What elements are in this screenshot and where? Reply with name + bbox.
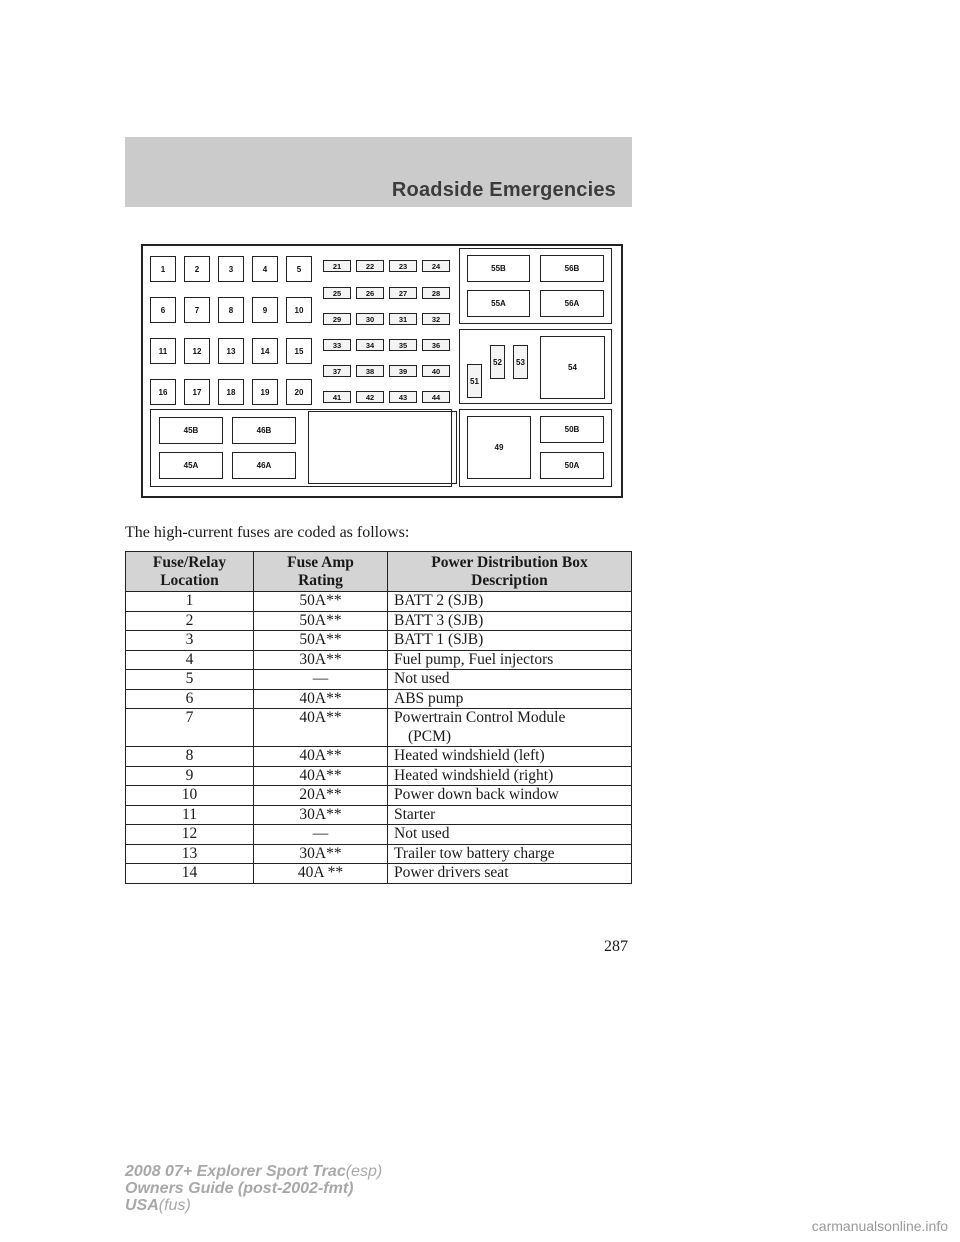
mini-fuse-27: 27 [389, 287, 417, 299]
relay-45B: 45B [159, 417, 223, 444]
cell-location: 14 [126, 864, 254, 884]
table-row [126, 864, 632, 884]
table-row [126, 844, 632, 864]
fuse-18: 18 [218, 379, 244, 405]
mini-fuse-44: 44 [422, 391, 450, 403]
intro-text: The high-current fuses are coded as follows: [125, 524, 410, 541]
cell-description: BATT 3 (SJB) [388, 611, 632, 631]
mini-fuse-42: 42 [356, 391, 384, 403]
mini-fuse-21: 21 [323, 260, 351, 272]
cell-rating: 30A** [254, 844, 388, 864]
header-description: Power Distribution Box Description [388, 552, 632, 592]
header-location: Fuse/Relay Location [126, 552, 254, 592]
cell-description: Not used [388, 825, 632, 845]
header-rating: Fuse Amp Rating [254, 552, 388, 592]
cell-location: 4 [126, 650, 254, 670]
mini-fuse-23: 23 [389, 260, 417, 272]
fuse-5: 5 [286, 256, 312, 282]
fuse-3: 3 [218, 256, 244, 282]
cell-description: Starter [388, 805, 632, 825]
mini-fuse-41: 41 [323, 391, 351, 403]
mini-fuse-22: 22 [356, 260, 384, 272]
cell-description: Heated windshield (left) [388, 747, 632, 767]
fuse-6: 6 [150, 297, 176, 323]
cell-description: BATT 1 (SJB) [388, 631, 632, 651]
cell-description: Powertrain Control Module (PCM) [388, 709, 632, 747]
cell-rating: 40A** [254, 766, 388, 786]
fuse-4: 4 [252, 256, 278, 282]
relay-50A: 50A [540, 452, 604, 479]
mini-fuse-36: 36 [422, 339, 450, 351]
footer-info: 2008 07+ Explorer Sport Trac(esp) Owners Guide (post-2002-fmt) USA(fus) [125, 1163, 383, 1214]
cell-rating: 20A** [254, 786, 388, 806]
relay-51: 51 [467, 364, 482, 398]
table-row [126, 825, 632, 845]
cell-description: Heated windshield (right) [388, 766, 632, 786]
blank-area [308, 411, 457, 484]
table-row [126, 689, 632, 709]
relay-45A: 45A [159, 452, 223, 479]
cell-description: Not used [388, 670, 632, 690]
mini-fuse-25: 25 [323, 287, 351, 299]
cell-description: Power drivers seat [388, 864, 632, 884]
cell-rating: 50A** [254, 592, 388, 612]
fuse-13: 13 [218, 338, 244, 364]
relay-56B: 56B [540, 255, 604, 282]
mini-fuse-34: 34 [356, 339, 384, 351]
table-row [126, 766, 632, 786]
cell-rating: 50A** [254, 611, 388, 631]
cell-location: 8 [126, 747, 254, 767]
relay-50B: 50B [540, 416, 604, 443]
mini-fuse-39: 39 [389, 365, 417, 377]
cell-rating: — [254, 670, 388, 690]
table-row [126, 631, 632, 651]
table-row [126, 650, 632, 670]
relay-46A: 46A [232, 452, 296, 479]
cell-rating: 40A ** [254, 864, 388, 884]
mini-fuse-31: 31 [389, 313, 417, 325]
mini-fuse-30: 30 [356, 313, 384, 325]
table-header-row [126, 552, 632, 592]
fuse-17: 17 [184, 379, 210, 405]
mini-fuse-29: 29 [323, 313, 351, 325]
table-row [126, 670, 632, 690]
cell-rating: 30A** [254, 805, 388, 825]
fuse-12: 12 [184, 338, 210, 364]
cell-description: Power down back window [388, 786, 632, 806]
cell-rating: 40A** [254, 689, 388, 709]
table-row [126, 709, 632, 747]
cell-description: BATT 2 (SJB) [388, 592, 632, 612]
mini-fuse-35: 35 [389, 339, 417, 351]
fuse-2: 2 [184, 256, 210, 282]
mini-fuse-33: 33 [323, 339, 351, 351]
header-band [125, 137, 632, 207]
table-row [126, 805, 632, 825]
relay-53: 53 [513, 345, 528, 379]
fuse-table [125, 551, 632, 884]
fuse-7: 7 [184, 297, 210, 323]
fuse-11: 11 [150, 338, 176, 364]
fuse-8: 8 [218, 297, 244, 323]
cell-location: 6 [126, 689, 254, 709]
table-row [126, 592, 632, 612]
mini-fuse-40: 40 [422, 365, 450, 377]
mini-fuse-28: 28 [422, 287, 450, 299]
fuse-16: 16 [150, 379, 176, 405]
relay-55A: 55A [467, 290, 530, 317]
mini-fuse-38: 38 [356, 365, 384, 377]
section-title: Roadside Emergencies [391, 179, 616, 201]
mini-fuse-37: 37 [323, 365, 351, 377]
cell-location: 7 [126, 709, 254, 747]
mini-fuse-43: 43 [389, 391, 417, 403]
mini-fuse-26: 26 [356, 287, 384, 299]
table-row [126, 786, 632, 806]
fuse-15: 15 [286, 338, 312, 364]
cell-location: 9 [126, 766, 254, 786]
mini-fuse-24: 24 [422, 260, 450, 272]
cell-location: 12 [126, 825, 254, 845]
relay-56A: 56A [540, 290, 604, 317]
cell-location: 1 [126, 592, 254, 612]
fuse-20: 20 [286, 379, 312, 405]
cell-location: 11 [126, 805, 254, 825]
cell-rating: — [254, 825, 388, 845]
mini-fuse-32: 32 [422, 313, 450, 325]
relay-55B: 55B [467, 255, 530, 282]
fuse-14: 14 [252, 338, 278, 364]
fuse-19: 19 [252, 379, 278, 405]
cell-rating: 40A** [254, 709, 388, 747]
fuse-box-diagram [141, 244, 623, 498]
cell-location: 13 [126, 844, 254, 864]
cell-location: 10 [126, 786, 254, 806]
relay-49: 49 [467, 416, 531, 479]
cell-rating: 50A** [254, 631, 388, 651]
fuse-9: 9 [252, 297, 278, 323]
watermark: carmanualsonline.info [811, 1218, 948, 1234]
relay-54: 54 [540, 336, 605, 399]
fuse-1: 1 [150, 256, 176, 282]
cell-description: Trailer tow battery charge [388, 844, 632, 864]
cell-description: Fuel pump, Fuel injectors [388, 650, 632, 670]
cell-location: 5 [126, 670, 254, 690]
cell-rating: 40A** [254, 747, 388, 767]
cell-rating: 30A** [254, 650, 388, 670]
cell-location: 3 [126, 631, 254, 651]
table-row [126, 611, 632, 631]
cell-description: ABS pump [388, 689, 632, 709]
cell-location: 2 [126, 611, 254, 631]
relay-46B: 46B [232, 417, 296, 444]
page-number: 287 [604, 938, 628, 955]
table-row [126, 747, 632, 767]
relay-52: 52 [490, 345, 505, 379]
fuse-10: 10 [286, 297, 312, 323]
